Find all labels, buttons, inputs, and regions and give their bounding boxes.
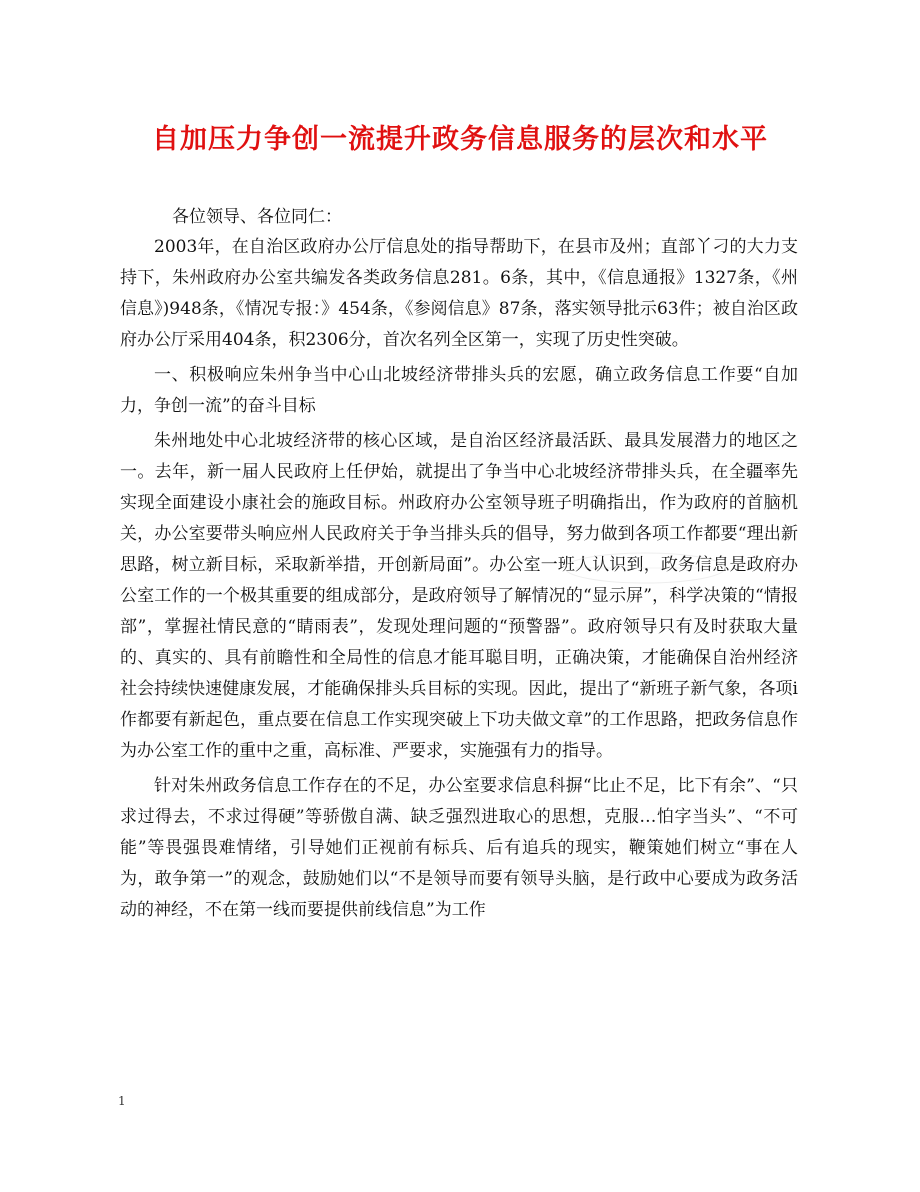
document-title: 自加压力争创一流提升政务信息服务的层次和水平 (152, 124, 768, 155)
paragraph-summary: 2003年，在自治区政府办公厅信息处的指导帮助下，在县市及州；直部丫刁的大力支持下，朱州政府办公室共编发各类政务信息281。6条，其中，《信息通报》1327条，《州信息》)948条，《情况专报：》454条，《参阅信息》87条，落实领导批示63件；被自治区政府办公厅采用404条，积2306分，首次名列全区第一，实现了历史性突破。 (120, 237, 798, 350)
paragraph-measures: 针对朱州政务信息工作存在的不足，办公室要求信息科摒“比止不足，比下有余”、“只求过得去，不求过得硬”等骄傲自满、缺乏强烈进取心的思想，克服…怕字当头”、“不可能”等畏强畏难情绪，引导她们正视前有标兵、后有追兵的现实，鞭策她们树立“事在人为，敢争第一”的观念，鼓励她们以“不是领导而要有领导头脑，是行政中心要成为政务活动的神经，不在第一线而要提供前线信息”为工作 (120, 776, 798, 920)
salutation: 各位领导、各位同仁： (172, 207, 342, 227)
document-body (120, 232, 798, 930)
paragraph-background: 朱州地处中心北坡经济带的核心区域，是自治区经济最活跃、最具发展潜力的地区之一。去年，新一届人民政府上任伊始，就提出了争当中心北坡经济带排头兵，在全疆率先实现全面建设小康社会的施政目标。州政府办公室领导班子明确指出，作为政府的首脑机关，办公室要带头响应州人民政府关于争当排头兵的倡导，努力做到各项工作都要“理出新思路，树立新目标，采取新举措，开创新局面”。办公室一班人认识到，政务信息是政府办公室工作的一个极其重要的组成部分，是政府领导了解情况的“显示屏”，科学决策的“情报部”，掌握社情民意的“睛雨表”，发现处理问题的“预警器”。政府领导只有及时获取大量的、真实的、具有前瞻性和全局性的信息才能耳聪目明，正确决策，才能确保自治州经济社会持续快速健康发展，才能确保排头兵目标的实现。因此，提出了“新班子新气象，各项i作都要有新起色，重点要在信息工作实现突破上下功夫做文章”的工作思路，把政务信息作为办公室工作的重中之重，高标准、严要求，实施强有力的指导。 (120, 431, 798, 761)
section-heading: 一、积极响应朱州争当中心山北坡经济带排头兵的宏愿，确立政务信息工作要“自加力，争创一流”的奋斗目标 (120, 365, 798, 416)
page-number: 1 (118, 1094, 126, 1108)
